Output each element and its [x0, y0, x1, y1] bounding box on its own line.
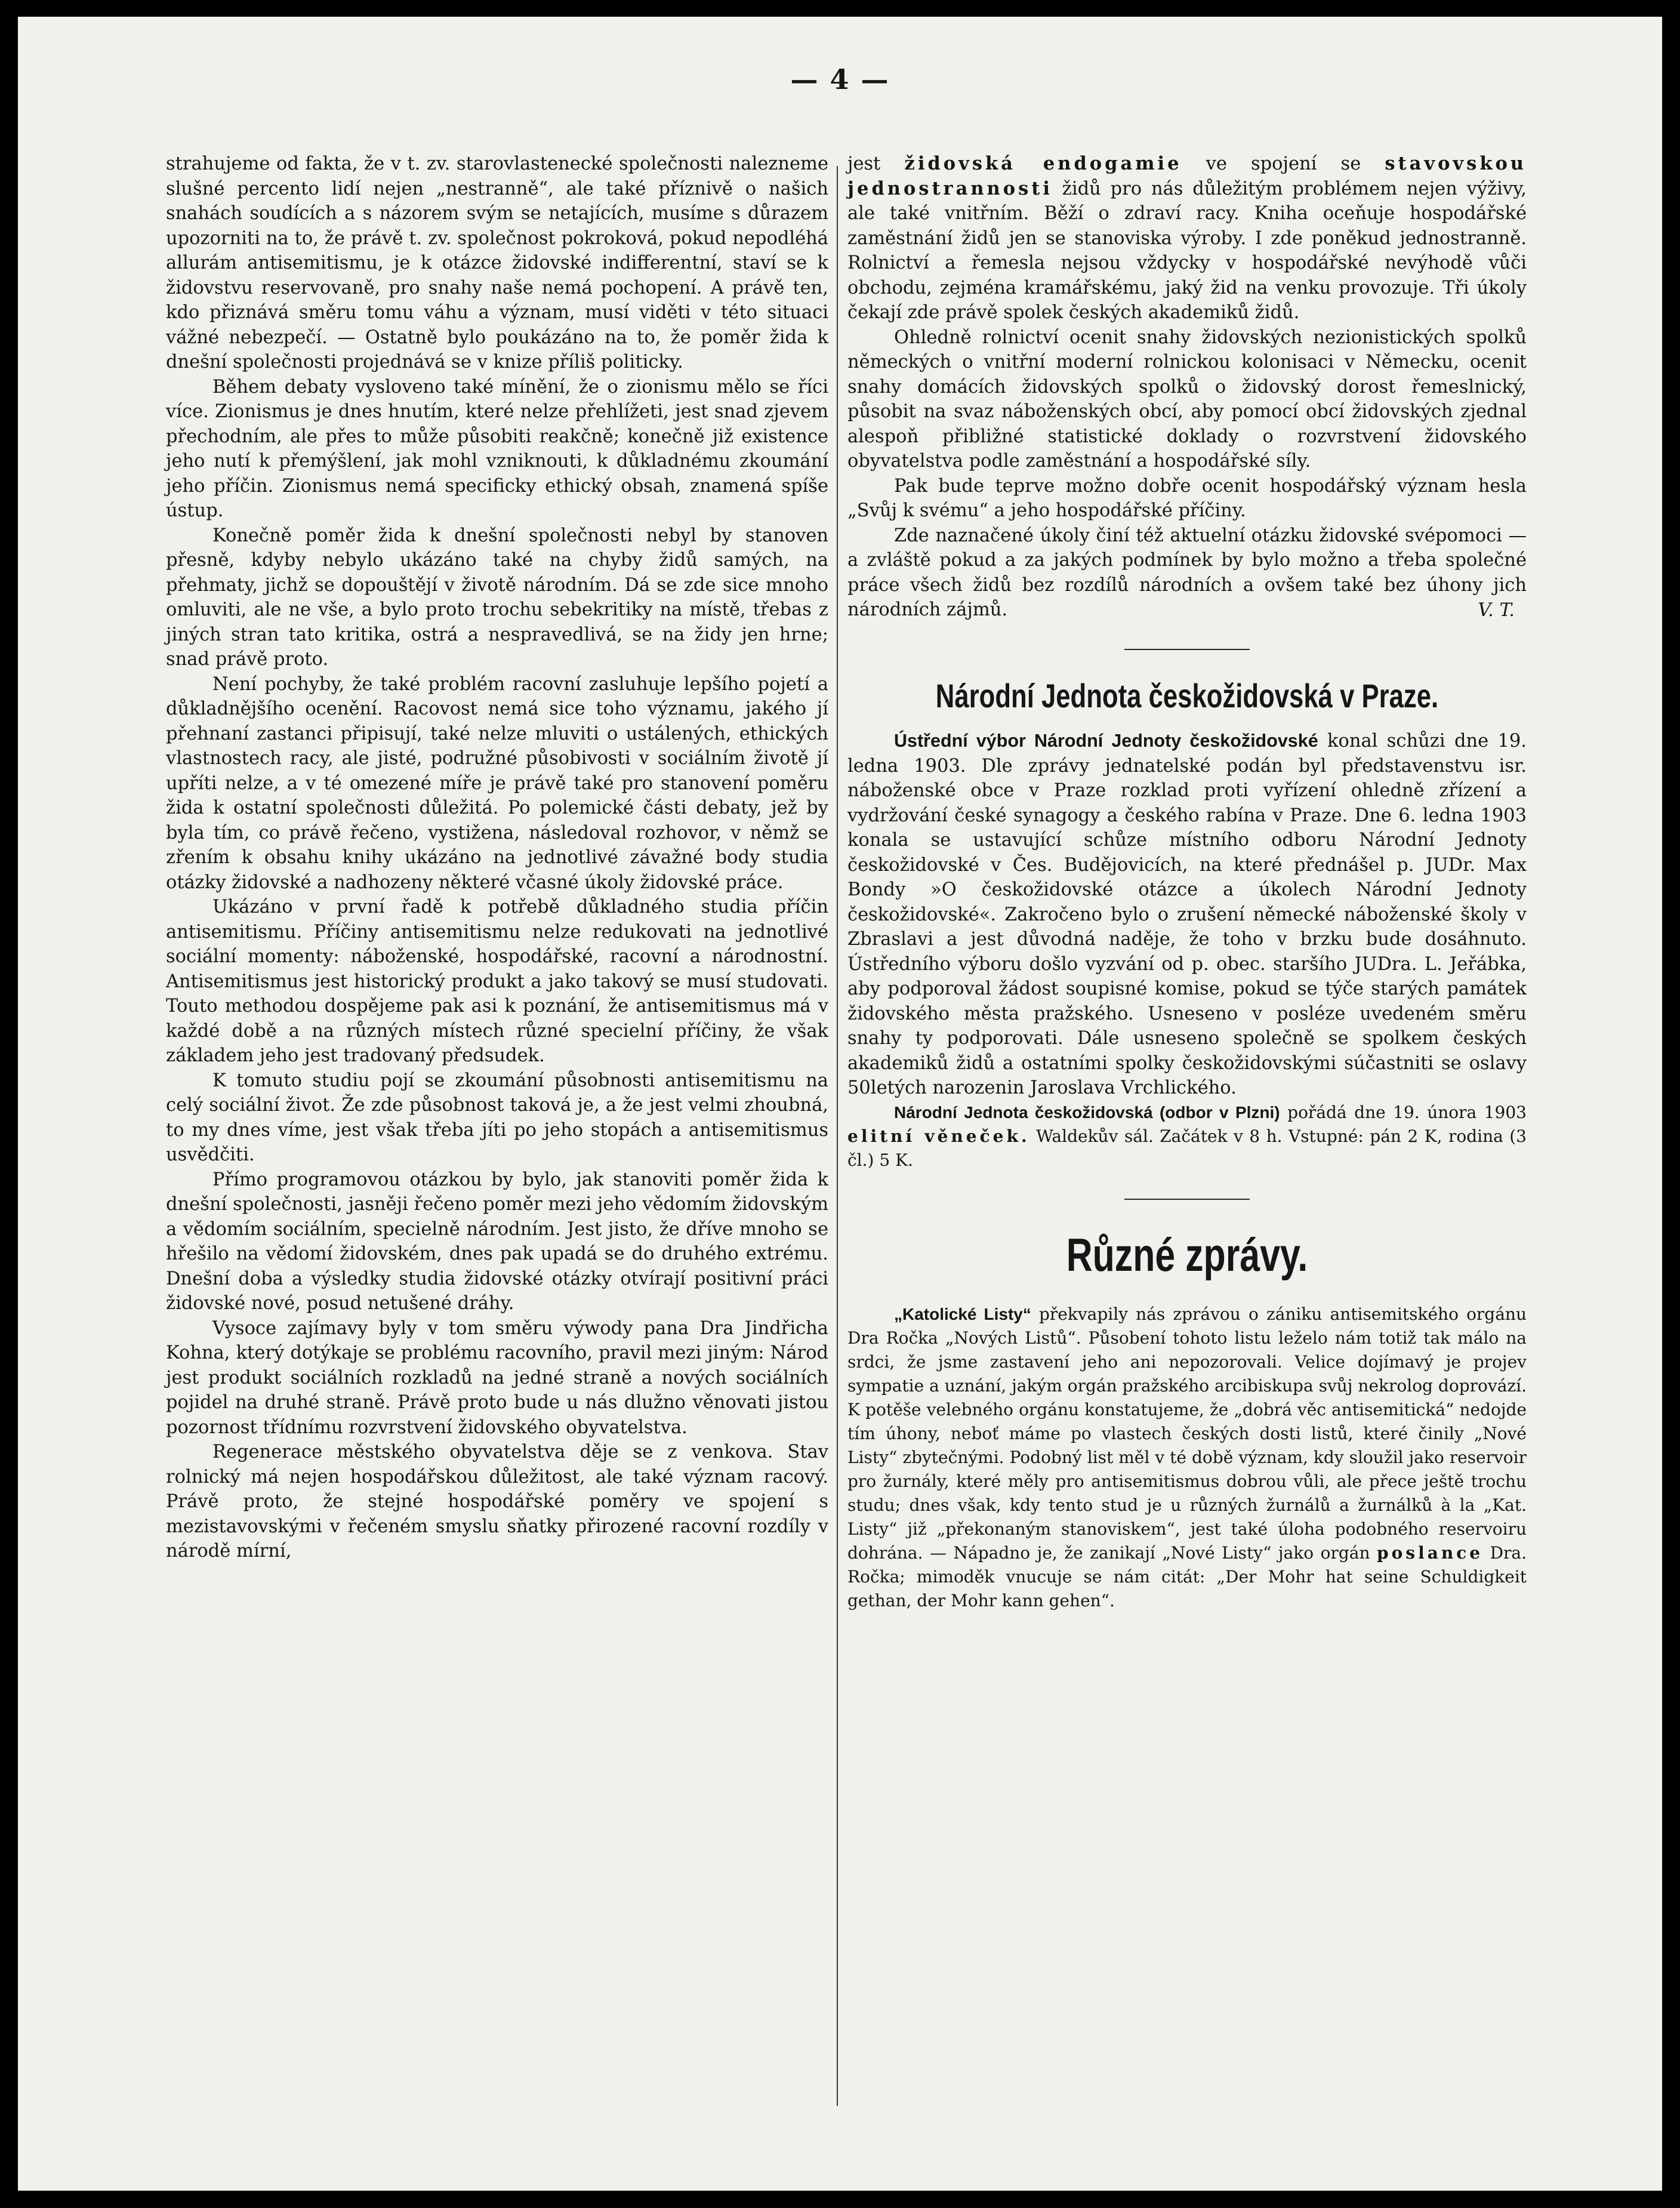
signature: V. T. — [1478, 599, 1515, 621]
paragraph — [847, 1302, 1527, 1613]
news-item — [847, 1302, 1527, 1613]
section-title-ruzne-zpravy: Různé zprávy. — [1066, 1228, 1308, 1281]
paragraph: Konečně poměr žida k dnešní společnosti nebyl by stanoven přesně, kdyby nebylo ukázáno také na chyby židů samých, na přehmaty, jichž se dopouštějí v životě národním. Dá se zde sice mnoho omluviti, ale ne vše, a bylo proto trochu sebekritiky na místě, třebas z jiných stran tato kritika, ostrá a nespravedlivá, se na židy jen hrne; snad právě proto. — [166, 525, 828, 670]
text-run: ve spojení se — [1182, 153, 1385, 174]
paragraph: Zde naznačené úkoly činí též aktuelní otázku židovské svépomoci — a zvláště pokud a za jakých podmínek by bylo možno a třeba společné práce všech židů bez rozdílů národních a ovšem také bez úhony jich národních zájmů. — [847, 525, 1527, 620]
text-run: Waldekův sál. Začátek v 8 h. Vstupné: pán 2 K, rodina (3 čl.) 5 K. — [847, 1126, 1527, 1170]
lead-phrase: Národní Jednota českožidovská (odbor v Plzni) — [894, 1103, 1280, 1122]
paragraph: Není pochyby, že také problém racovní zasluhuje lepšího pojetí a důkladnějšího ocenění. Racovost nemá sice toho významu, jakého jí přehnaní zastanci připisují, také nelze mluviti o ustálených, ethických vlastnostech racy, ale jisté, podružné působivosti v sociálním životě jí upříti nelze, a v té omezené míře je právě také pro stanovení poměru žida k ostatní společnosti důležitá. Po polemické části debaty, jež by byla tím, co právě řečeno, vystižena, následoval rozhovor, v němž se zřením k obsahu knihy ukázáno na jednotlivé závažné body studia otázky židovské a nadhozeny některé včasné úkoly židovské práce. — [166, 673, 828, 893]
right-column — [847, 152, 1527, 1613]
paragraph-intro — [847, 152, 1527, 325]
section-rule — [1124, 1199, 1250, 1200]
paragraph: Ohledně rolnictví ocenit snahy židovských nezionistických spolků německých o vnitřní moderní rolnickou kolonisaci v Německu, ocenit snahy domácích židovských spolků o židovský dorost řemeslnický, působit na svaz náboženských obcí, aby pomocí obcí židovských zjednal alespoň přibližné statistické doklady o rozvrstvení židovského obyvatelstva podle zaměstnání a hospodářské síly. — [847, 327, 1527, 472]
section-rule — [1124, 649, 1250, 650]
spaced-emphasis: stavovskou jednostrannosti — [847, 153, 1527, 199]
lead-phrase: „Katolické Listy“ — [894, 1304, 1031, 1323]
text-run: konal schůzi dne 19. ledna 1903. Dle zprávy jednatelské podán byl představenstvu isr. náboženské obce v Praze rozklad proti vyřízení ohledně zřízení a vydržování české synagogy a českého rabína v Praze. Dne 6. ledna 1903 konala se ustavující schůze místního odboru Národní Jednoty českožidovské v Čes. Budějovicích, na které přednášel p. JUDr. Max Bondy »O českožidovské otázce a úkolech Národní Jednoty českožidovské«. Zakročeno bylo o zrušení německé náboženské školy v Zbraslavi a jest důvodná naděje, že toho v brzku bude dosáhnuto. Ústředního výboru došlo vyzvání od p. obec. staršího JUDra. L. Jeřábka, aby podporoval žádost soupisné komise, pokud se týče starých památek židovského města pražského. Usneseno v posléze uvedeném směru snahy ty podporovati. Dále usneseno společně se spolkem českých akademiků židů a ostatními spolky českožidovskými súčastniti se oslavy 50letých narozenin Jaroslava Vrchlického. — [847, 731, 1527, 1098]
text-run: Dra. Ročka; mimoděk vnucuje se nám citát: „Der Mohr hat seine Schuldigkeit gethan, der Mohr kann gehen“. — [847, 1542, 1527, 1610]
text-run: židů pro nás důležitým problémem nejen výživy, ale také vnitřním. Běží o zdraví racy. Kniha oceňuje hospodářské zaměstnání židů jen se stanoviska výroby. I zde poněkud jednostranně. Rolnictví a řemesla nejsou vždycky v hospodářské nevýhodě vůči obchodu, zejména kramářskému, jaký žid na venku provozuje. Tři úkoly čekají zde právě spolek českých akademiků židů. — [847, 178, 1527, 323]
paragraph — [847, 729, 1527, 1101]
spaced-emphasis: židovská endogamie — [904, 153, 1182, 174]
section-title-jednota: Národní Jednota českožidovská v Praze. — [935, 677, 1439, 715]
paragraph: Ukázáno v první řadě k potřebě důkladného studia příčin antisemitismu. Příčiny antisemitismu nelze redukovati na jednotlivé sociální momenty: náboženské, hospodářské, racovní a národnostní. Antisemitismus jest historický produkt a jako takový se musí studovati. Touto methodou dospějeme pak asi k poznání, že antisemitismus má v každé době a na různých místech různé specielní příčiny, že však základem jeho jest tradovaný předsudek. — [166, 897, 828, 1066]
paper-sheet — [18, 17, 1662, 2191]
paragraph: strahujeme od fakta, že v t. zv. starovlastenecké společnosti nalezneme slušné percento lidí nejen „nestranně“, ale také příznivě o našich snahách soudících a s názorem svým se netajících, musíme s důrazem upozorniti na to, že právě t. zv. společnost pokroková, pokud nepodléhá allurám antisemitismu, je k otázce židovské indifferentní, staví se k židovstvu reservovaně, pro snahy naše nemá pochopení. A právě ten, kdo přiznává směru tomu váhu a význam, musí viděti v této situaci vážné nebezpečí. — Ostatně bylo poukázáno na to, že poměr žida k dnešní společnosti projednává se v knize příliš politicky. — [166, 153, 828, 372]
paragraph: Pak bude teprve možno dobře ocenit hospodářský význam hesla „Svůj k svému“ a jeho hospodářské příčiny. — [847, 475, 1527, 521]
paragraph: Během debaty vysloveno také mínění, že o zionismu mělo se říci více. Zionismus je dnes hnutím, které nelze přehlížeti, jest snad zjevem přechodním, ale přes to může působiti reakčně; konečně již existence jeho nutí k přemýšlení, jak mohl vzniknouti, k důkladnému zkoumání jeho příčin. Zionismus nemá specificky ethický obsah, znamená spíše ústup. — [166, 376, 828, 521]
small-notice — [847, 1101, 1527, 1172]
column-divider — [837, 166, 838, 2106]
text-run: překvapily nás zprávou o zániku antisemitského orgánu Dra Ročka „Nových Listů“. Působení tohoto listu leželo nám totiž tak málo na srdci, že jsme zastavení jeho ani nepozorovali. Velice dojímavý je projev sympatie a uznání, jakým orgán pražského arcibiskupa svůj nekrolog doprovází. K potěše velebného orgánu konstatujeme, že „dobrá věc antisemitická“ nedojde tím úhony, neboť máme po vlastech českých dosti listů, které činily „Nové Listy“ zbytečnými. Podobný list měl v té době význam, kdy sloužil jako reservoir pro žurnály, které měly pro antisemitismus dobrou vůli, ale přece ještě trochu studu; dnes však, kdy tento stud je u různých žurnálů a žurnálků à la „Kat. Listy“ již „překonaným stanoviskem“, jest také úloha podobného reservoiru dohrána. — Nápadno je, že zanikají „Nové Listy“ jako orgán — [847, 1304, 1527, 1563]
paragraph: Přímo programovou otázkou by bylo, jak stanoviti poměr žida k dnešní společnosti, jasněji řečeno poměr mezi jeho vědomím židovským a vědomím sociálním, specielně národním. Jest jisto, že dříve mnoho se hřešilo na vědomí židovském, dnes pak upadá se do druhého extrému. Dnešní doba a výsledky studia židovské otázky otvírají positivní práci židovské nové, posud netušené dráhy. — [166, 1169, 828, 1314]
spaced-emphasis: poslance — [1377, 1542, 1484, 1563]
text-run: jest — [847, 153, 905, 174]
paragraph: K tomuto studiu pojí se zkoumání působnosti antisemitismu na celý sociální život. Že zde působnost taková je, a že jest velmi zhoubná, to my dnes víme, jest však třeba jíti po jeho stopách a antisemitismus usvědčiti. — [166, 1070, 828, 1165]
page-number: — 4 — — [790, 63, 890, 96]
paragraph: Vysoce zajímavy byly v tom směru výwody pana Dra Jindřicha Kohna, který dotýkaje se problému racovního, pravil mezi jiným: Národ jest produkt sociálních rozkladů na jedné straně a nových sociálních pojidel na druhé straně. Právě proto bude u nás dlužno věnovati jistou pozornost třídnímu rozvrstvení židovského obyvatelstva. — [166, 1317, 828, 1438]
left-column — [166, 152, 828, 1564]
spaced-emphasis: elitní věneček. — [847, 1126, 1030, 1146]
paragraph — [847, 1101, 1527, 1172]
paragraph: Regenerace městského obyvatelstva děje se z venkova. Stav rolnický má nejen hospodářskou důležitost, ale také význam racový. Právě proto, že stejné hospodářské poměry ve spojení s mezistavovskými v řečeném smyslu sňatky přirozené racovní rozdíly v národě mírní, — [166, 1442, 828, 1562]
lead-phrase: Ústřední výbor Národní Jednoty českožidovské — [894, 731, 1318, 751]
text-run: pořádá dne 19. února 1903 — [1280, 1102, 1527, 1122]
